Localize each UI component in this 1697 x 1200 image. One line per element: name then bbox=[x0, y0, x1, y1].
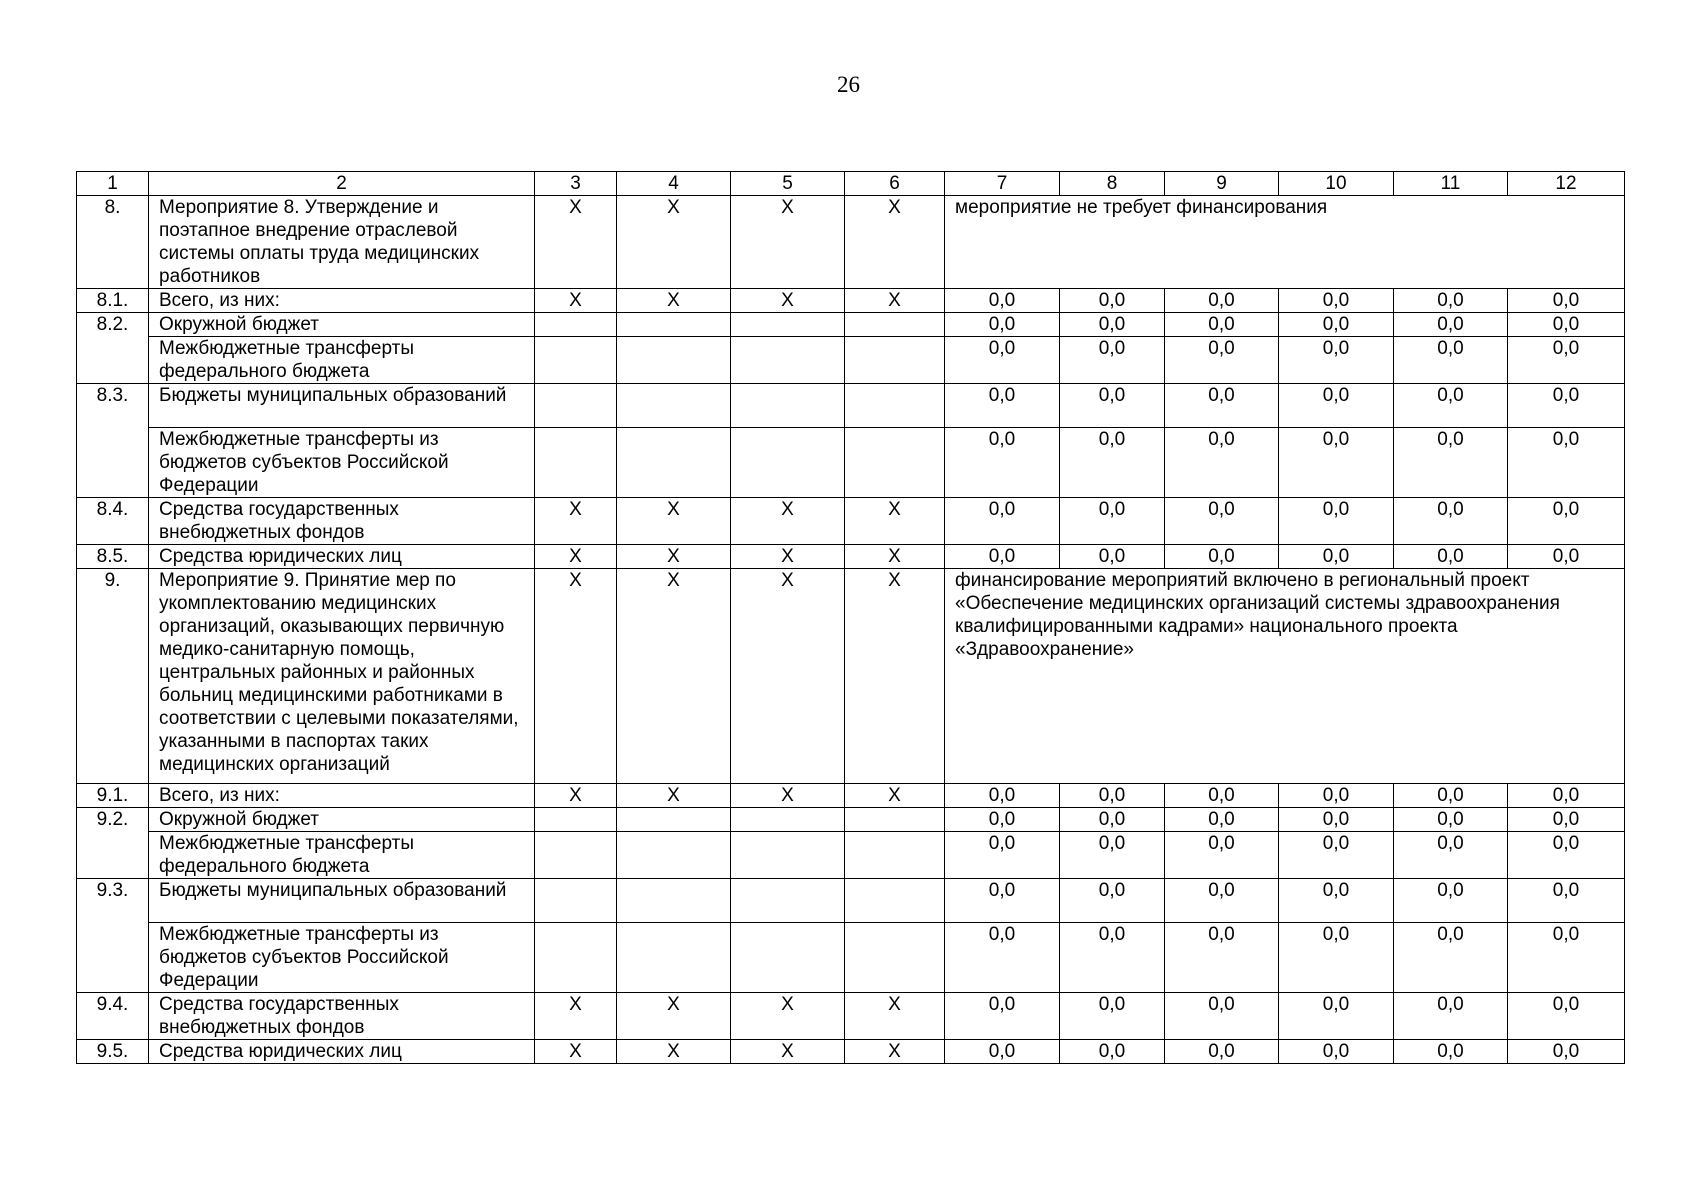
table-body bbox=[77, 196, 1625, 1064]
mark-cell bbox=[731, 313, 845, 337]
value-cell: 0,0 bbox=[945, 289, 1060, 313]
value-cell: 0,0 bbox=[1279, 337, 1394, 384]
row-number: 8.4. bbox=[77, 498, 149, 545]
mark-cell bbox=[845, 808, 945, 832]
value-cell: 0,0 bbox=[945, 1040, 1060, 1064]
value-cell: 0,0 bbox=[1279, 313, 1394, 337]
mark-cell bbox=[535, 337, 617, 384]
value-cell: 0,0 bbox=[1279, 384, 1394, 428]
value-cell: 0,0 bbox=[1394, 923, 1508, 993]
value-cell: 0,0 bbox=[1279, 289, 1394, 313]
value-cell: 0,0 bbox=[1508, 993, 1625, 1040]
mark-cell: X bbox=[731, 289, 845, 313]
table-row bbox=[77, 808, 1625, 832]
value-cell: 0,0 bbox=[1060, 993, 1165, 1040]
value-cell: 0,0 bbox=[1508, 337, 1625, 384]
table-row bbox=[77, 923, 1625, 993]
value-cell: 0,0 bbox=[1394, 1040, 1508, 1064]
table-row bbox=[77, 545, 1625, 569]
row-description: Средства юридических лиц bbox=[149, 1040, 535, 1064]
mark-cell: X bbox=[617, 1040, 731, 1064]
row-description: Межбюджетные трансферты федерального бюджета bbox=[149, 832, 535, 879]
value-cell: 0,0 bbox=[1394, 289, 1508, 313]
value-cell: 0,0 bbox=[945, 428, 1060, 498]
mark-cell bbox=[731, 428, 845, 498]
value-cell: 0,0 bbox=[945, 498, 1060, 545]
row-number: 9.5. bbox=[77, 1040, 149, 1064]
column-number: 2 bbox=[149, 172, 535, 196]
financing-table bbox=[76, 171, 1625, 1064]
table-row bbox=[77, 784, 1625, 808]
mark-cell bbox=[535, 313, 617, 337]
value-cell: 0,0 bbox=[1279, 879, 1394, 923]
row-number: 9.1. bbox=[77, 784, 149, 808]
value-cell: 0,0 bbox=[1394, 384, 1508, 428]
table-row bbox=[77, 337, 1625, 384]
mark-cell: X bbox=[845, 289, 945, 313]
mark-cell bbox=[535, 808, 617, 832]
row-description: Бюджеты муниципальных образований bbox=[149, 384, 535, 428]
mark-cell: X bbox=[535, 289, 617, 313]
financing-note: мероприятие не требует финансирования bbox=[945, 196, 1625, 289]
mark-cell: X bbox=[731, 1040, 845, 1064]
mark-cell bbox=[845, 428, 945, 498]
row-description: Всего, из них: bbox=[149, 289, 535, 313]
mark-cell: X bbox=[617, 993, 731, 1040]
value-cell: 0,0 bbox=[1394, 337, 1508, 384]
mark-cell bbox=[617, 337, 731, 384]
row-number: 8.1. bbox=[77, 289, 149, 313]
value-cell: 0,0 bbox=[1060, 498, 1165, 545]
value-cell: 0,0 bbox=[1279, 784, 1394, 808]
row-description: Мероприятие 8. Утверждение и поэтапное внедрение отраслевой системы оплаты труда медицинских работников bbox=[149, 196, 535, 289]
table-row bbox=[77, 832, 1625, 879]
mark-cell: X bbox=[845, 569, 945, 784]
column-number: 8 bbox=[1060, 172, 1165, 196]
value-cell: 0,0 bbox=[1165, 498, 1279, 545]
row-number: 9.4. bbox=[77, 993, 149, 1040]
table-row bbox=[77, 993, 1625, 1040]
column-number: 1 bbox=[77, 172, 149, 196]
mark-cell bbox=[731, 337, 845, 384]
value-cell: 0,0 bbox=[1165, 808, 1279, 832]
value-cell: 0,0 bbox=[945, 313, 1060, 337]
value-cell: 0,0 bbox=[1508, 832, 1625, 879]
mark-cell: X bbox=[617, 289, 731, 313]
mark-cell bbox=[535, 832, 617, 879]
mark-cell: X bbox=[845, 1040, 945, 1064]
column-number: 7 bbox=[945, 172, 1060, 196]
mark-cell: X bbox=[731, 545, 845, 569]
table-row bbox=[77, 313, 1625, 337]
value-cell: 0,0 bbox=[1279, 923, 1394, 993]
mark-cell: X bbox=[535, 569, 617, 784]
table-row bbox=[77, 428, 1625, 498]
mark-cell: X bbox=[617, 545, 731, 569]
financing-note: финансирование мероприятий включено в региональный проект «Обеспечение медицинских организаций системы здравоохранения квалифицированными кадрами» национального проекта «Здравоохранение» bbox=[945, 569, 1625, 784]
mark-cell: X bbox=[845, 784, 945, 808]
row-number: 8.5. bbox=[77, 545, 149, 569]
value-cell: 0,0 bbox=[945, 384, 1060, 428]
value-cell: 0,0 bbox=[1508, 1040, 1625, 1064]
mark-cell bbox=[617, 879, 731, 923]
value-cell: 0,0 bbox=[1060, 337, 1165, 384]
mark-cell: X bbox=[731, 196, 845, 289]
row-description: Межбюджетные трансферты из бюджетов субъектов Российской Федерации bbox=[149, 428, 535, 498]
value-cell: 0,0 bbox=[1060, 313, 1165, 337]
value-cell: 0,0 bbox=[1394, 428, 1508, 498]
value-cell: 0,0 bbox=[1165, 832, 1279, 879]
value-cell: 0,0 bbox=[1508, 428, 1625, 498]
mark-cell bbox=[731, 832, 845, 879]
mark-cell bbox=[731, 879, 845, 923]
row-number: 9. bbox=[77, 569, 149, 784]
value-cell: 0,0 bbox=[1279, 545, 1394, 569]
value-cell: 0,0 bbox=[1508, 384, 1625, 428]
mark-cell bbox=[845, 337, 945, 384]
value-cell: 0,0 bbox=[1394, 993, 1508, 1040]
value-cell: 0,0 bbox=[1279, 498, 1394, 545]
column-number: 11 bbox=[1394, 172, 1508, 196]
mark-cell: X bbox=[617, 196, 731, 289]
value-cell: 0,0 bbox=[1060, 832, 1165, 879]
value-cell: 0,0 bbox=[1279, 808, 1394, 832]
table-row bbox=[77, 569, 1625, 784]
value-cell: 0,0 bbox=[1279, 993, 1394, 1040]
value-cell: 0,0 bbox=[1394, 313, 1508, 337]
mark-cell bbox=[731, 923, 845, 993]
column-number: 12 bbox=[1508, 172, 1625, 196]
row-number: 8.2. bbox=[77, 313, 149, 384]
mark-cell: X bbox=[731, 993, 845, 1040]
value-cell: 0,0 bbox=[1394, 784, 1508, 808]
table-row bbox=[77, 384, 1625, 428]
value-cell: 0,0 bbox=[1165, 384, 1279, 428]
value-cell: 0,0 bbox=[1394, 808, 1508, 832]
mark-cell: X bbox=[535, 784, 617, 808]
mark-cell bbox=[617, 832, 731, 879]
mark-cell: X bbox=[617, 498, 731, 545]
value-cell: 0,0 bbox=[1279, 832, 1394, 879]
mark-cell bbox=[845, 879, 945, 923]
mark-cell: X bbox=[731, 569, 845, 784]
value-cell: 0,0 bbox=[1060, 923, 1165, 993]
value-cell: 0,0 bbox=[1060, 879, 1165, 923]
value-cell: 0,0 bbox=[1394, 879, 1508, 923]
mark-cell: X bbox=[535, 993, 617, 1040]
value-cell: 0,0 bbox=[945, 993, 1060, 1040]
value-cell: 0,0 bbox=[1165, 428, 1279, 498]
value-cell: 0,0 bbox=[1394, 545, 1508, 569]
mark-cell bbox=[845, 313, 945, 337]
value-cell: 0,0 bbox=[945, 808, 1060, 832]
row-description: Средства государственных внебюджетных фондов bbox=[149, 993, 535, 1040]
value-cell: 0,0 bbox=[1165, 313, 1279, 337]
value-cell: 0,0 bbox=[1060, 289, 1165, 313]
value-cell: 0,0 bbox=[1279, 1040, 1394, 1064]
mark-cell: X bbox=[731, 784, 845, 808]
column-number-row bbox=[77, 172, 1625, 196]
table-row bbox=[77, 1040, 1625, 1064]
value-cell: 0,0 bbox=[1060, 1040, 1165, 1064]
value-cell: 0,0 bbox=[1165, 993, 1279, 1040]
column-number: 5 bbox=[731, 172, 845, 196]
value-cell: 0,0 bbox=[945, 879, 1060, 923]
mark-cell bbox=[535, 923, 617, 993]
mark-cell bbox=[617, 923, 731, 993]
row-number: 9.3. bbox=[77, 879, 149, 993]
value-cell: 0,0 bbox=[1508, 923, 1625, 993]
mark-cell bbox=[617, 384, 731, 428]
value-cell: 0,0 bbox=[1060, 428, 1165, 498]
table-row bbox=[77, 289, 1625, 313]
mark-cell bbox=[535, 384, 617, 428]
row-description: Окружной бюджет bbox=[149, 313, 535, 337]
mark-cell: X bbox=[535, 1040, 617, 1064]
value-cell: 0,0 bbox=[945, 923, 1060, 993]
value-cell: 0,0 bbox=[1060, 784, 1165, 808]
mark-cell: X bbox=[535, 545, 617, 569]
row-description: Средства юридических лиц bbox=[149, 545, 535, 569]
column-number: 9 bbox=[1165, 172, 1279, 196]
row-description: Всего, из них: bbox=[149, 784, 535, 808]
column-number: 4 bbox=[617, 172, 731, 196]
value-cell: 0,0 bbox=[1394, 498, 1508, 545]
value-cell: 0,0 bbox=[945, 545, 1060, 569]
mark-cell: X bbox=[845, 498, 945, 545]
mark-cell: X bbox=[845, 196, 945, 289]
value-cell: 0,0 bbox=[1508, 498, 1625, 545]
mark-cell bbox=[731, 808, 845, 832]
value-cell: 0,0 bbox=[1165, 289, 1279, 313]
value-cell: 0,0 bbox=[1508, 784, 1625, 808]
value-cell: 0,0 bbox=[1508, 545, 1625, 569]
mark-cell bbox=[617, 808, 731, 832]
value-cell: 0,0 bbox=[1165, 879, 1279, 923]
mark-cell bbox=[535, 428, 617, 498]
value-cell: 0,0 bbox=[945, 337, 1060, 384]
value-cell: 0,0 bbox=[1165, 545, 1279, 569]
row-number: 8. bbox=[77, 196, 149, 289]
mark-cell bbox=[845, 384, 945, 428]
value-cell: 0,0 bbox=[1060, 545, 1165, 569]
mark-cell: X bbox=[731, 498, 845, 545]
value-cell: 0,0 bbox=[1394, 832, 1508, 879]
mark-cell: X bbox=[535, 196, 617, 289]
value-cell: 0,0 bbox=[945, 784, 1060, 808]
row-number: 9.2. bbox=[77, 808, 149, 879]
row-description: Межбюджетные трансферты из бюджетов субъектов Российской Федерации bbox=[149, 923, 535, 993]
value-cell: 0,0 bbox=[1165, 1040, 1279, 1064]
mark-cell bbox=[845, 832, 945, 879]
row-description: Бюджеты муниципальных образований bbox=[149, 879, 535, 923]
mark-cell: X bbox=[617, 569, 731, 784]
table-row bbox=[77, 879, 1625, 923]
column-number: 3 bbox=[535, 172, 617, 196]
value-cell: 0,0 bbox=[1279, 428, 1394, 498]
row-description: Межбюджетные трансферты федерального бюджета bbox=[149, 337, 535, 384]
value-cell: 0,0 bbox=[1508, 313, 1625, 337]
mark-cell: X bbox=[535, 498, 617, 545]
page-number: 26 bbox=[837, 72, 860, 97]
row-description: Средства государственных внебюджетных фондов bbox=[149, 498, 535, 545]
table-row bbox=[77, 498, 1625, 545]
row-description: Окружной бюджет bbox=[149, 808, 535, 832]
value-cell: 0,0 bbox=[1508, 289, 1625, 313]
column-number: 6 bbox=[845, 172, 945, 196]
row-number: 8.3. bbox=[77, 384, 149, 498]
value-cell: 0,0 bbox=[1060, 808, 1165, 832]
value-cell: 0,0 bbox=[945, 832, 1060, 879]
value-cell: 0,0 bbox=[1165, 784, 1279, 808]
value-cell: 0,0 bbox=[1165, 923, 1279, 993]
table-row bbox=[77, 196, 1625, 289]
value-cell: 0,0 bbox=[1165, 337, 1279, 384]
mark-cell: X bbox=[845, 993, 945, 1040]
mark-cell bbox=[617, 313, 731, 337]
mark-cell: X bbox=[845, 545, 945, 569]
mark-cell: X bbox=[617, 784, 731, 808]
value-cell: 0,0 bbox=[1508, 879, 1625, 923]
row-description: Мероприятие 9. Принятие мер по укомплектованию медицинских организаций, оказывающих первичную медико-санитарную помощь, центральных районных и районных больниц медицинскими работниками в соответствии с целевыми показателями, указанными в паспортах таких медицинских организаций bbox=[149, 569, 535, 784]
mark-cell bbox=[617, 428, 731, 498]
column-number: 10 bbox=[1279, 172, 1394, 196]
value-cell: 0,0 bbox=[1060, 384, 1165, 428]
value-cell: 0,0 bbox=[1508, 808, 1625, 832]
mark-cell bbox=[535, 879, 617, 923]
mark-cell bbox=[845, 923, 945, 993]
mark-cell bbox=[731, 384, 845, 428]
